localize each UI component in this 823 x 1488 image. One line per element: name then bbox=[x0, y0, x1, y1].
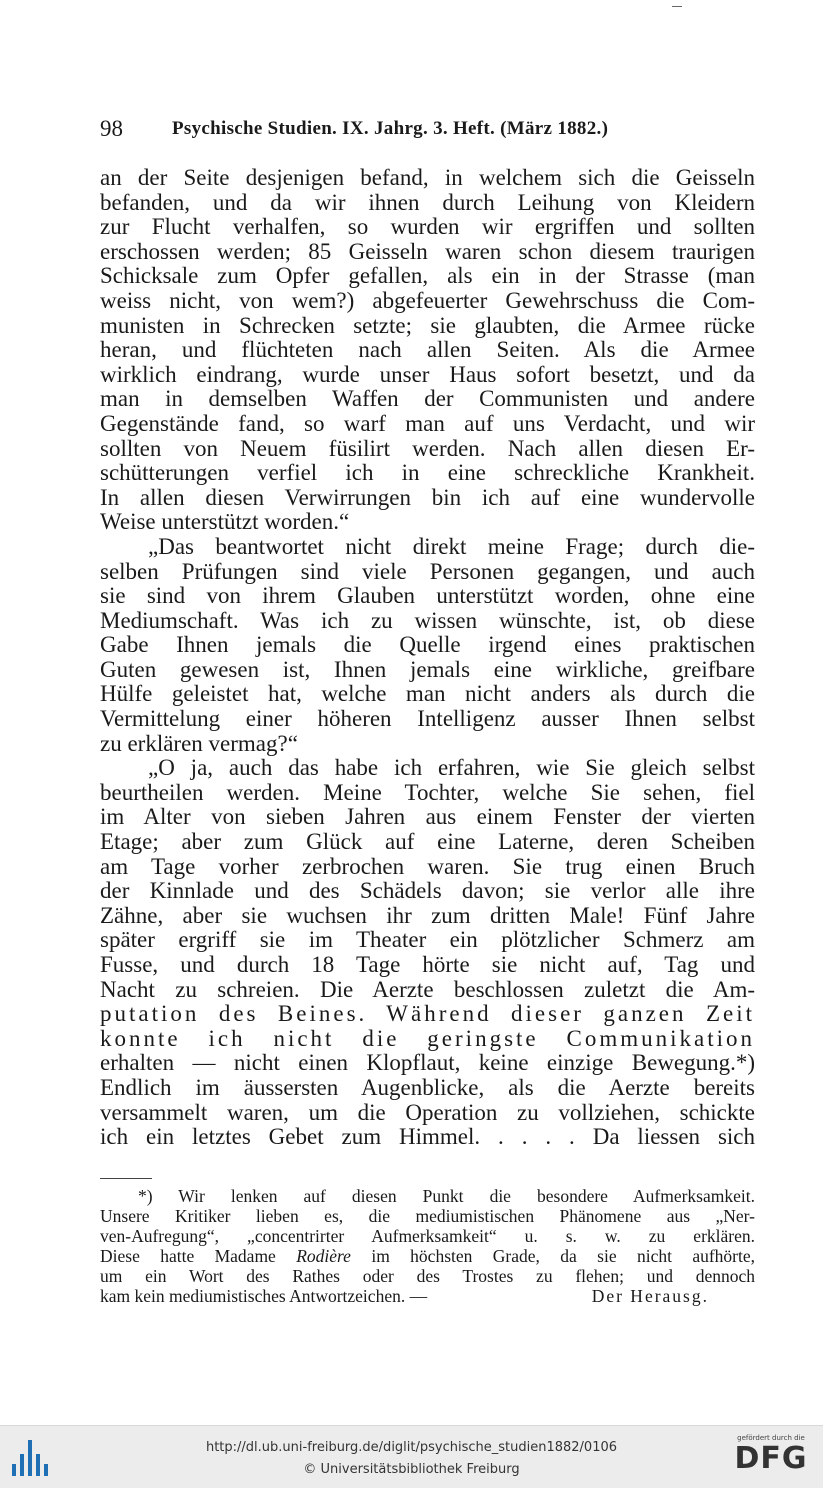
text-line: konnte ich nicht die geringste Communikation bbox=[100, 1026, 755, 1051]
footnote-text: Diese hatte Madame bbox=[100, 1246, 297, 1266]
footnote-text: kam kein mediumistisches Antwortzeichen. — bbox=[100, 1286, 428, 1306]
footnote bbox=[100, 1186, 755, 1306]
text-line: „O ja, auch das habe ich erfahren, wie Sie gleich selbst bbox=[148, 756, 755, 781]
text-line: zu erklären vermag?“ bbox=[100, 731, 298, 756]
text-line: In allen diesen Verwirrungen bin ich auf eine wundervolle bbox=[100, 485, 755, 510]
scan-mark bbox=[672, 6, 682, 7]
text-line: munisten in Schrecken setzte; sie glaubten, die Armee rücke bbox=[100, 313, 755, 338]
text-line: „Das beantwortet nicht direkt meine Frage; durch die- bbox=[148, 534, 755, 559]
text-line: sollten von Neuem füsilirt werden. Nach allen diesen Er- bbox=[100, 436, 755, 461]
page-header bbox=[100, 116, 760, 150]
text-line: selben Prüfungen sind viele Personen gegangen, und auch bbox=[100, 559, 755, 584]
running-head: Psychische Studien. IX. Jahrg. 3. Heft. (März 1882.) bbox=[172, 118, 609, 139]
footnote-text: im höchsten Grade, da sie nicht aufhörte, bbox=[350, 1246, 755, 1266]
text-line: Etage; aber zum Glück auf eine Laterne, deren Scheiben bbox=[100, 830, 755, 855]
dfg-logo[interactable] bbox=[726, 1434, 816, 1476]
text-line: Vermittelung einer höheren Intelligenz ausser Ihnen selbst bbox=[100, 707, 755, 732]
text-line: am Tage vorher zerbrochen waren. Sie trug einen Bruch bbox=[100, 854, 755, 879]
text-line: Hülfe geleistet hat, welche man nicht anders als durch die bbox=[100, 682, 755, 707]
footnote-signature: Der Herausg. bbox=[591, 1286, 709, 1306]
text-line: Zähne, aber sie wuchsen ihr zum dritten Male! Fünf Jahre bbox=[100, 903, 755, 928]
footnote-line: um ein Wort des Rathes oder des Trostes zu flehen; und dennoch bbox=[100, 1266, 755, 1286]
footnote-rule bbox=[100, 1178, 152, 1179]
footnote-name: Rodière bbox=[296, 1246, 351, 1266]
text-line: Guten gewesen ist, Ihnen jemals eine wirkliche, greifbare bbox=[100, 657, 755, 682]
text-line: Weise unterstützt worden.“ bbox=[100, 510, 350, 535]
text-line: Gegenstände fand, so warf man auf uns Verdacht, und wir bbox=[100, 411, 755, 436]
text-line: schütterungen verfiel ich in eine schreckliche Krankheit. bbox=[100, 461, 755, 486]
footnote-line: ven-Aufregung“, „concentrirter Aufmerksamkeit“ u. s. w. zu erklären. bbox=[100, 1226, 755, 1246]
text-line: im Alter von sieben Jahren aus einem Fenster der vierten bbox=[100, 805, 755, 830]
text-line: Endlich im äussersten Augenblicke, als die Aerzte bereits bbox=[100, 1075, 755, 1100]
text-line: wirklich eindrang, wurde unser Haus sofort besetzt, und da bbox=[100, 362, 755, 387]
footnote-line bbox=[100, 1286, 755, 1306]
body-text bbox=[100, 166, 755, 1150]
text-line: an der Seite desjenigen befand, in welchem sich die Geisseln bbox=[100, 166, 755, 190]
text-line: heran, und flüchteten nach allen Seiten. Als die Armee bbox=[100, 338, 755, 363]
text-line: putation des Beines. Während dieser ganzen Zeit bbox=[100, 1002, 755, 1027]
text-line: erschossen werden; 85 Geisseln waren schon diesem traurigen bbox=[100, 239, 755, 264]
text-line: versammelt waren, um die Operation zu vollziehen, schickte bbox=[100, 1100, 755, 1125]
viewer-footer bbox=[0, 1425, 823, 1488]
text-line: man in demselben Waffen der Communisten und andere bbox=[100, 387, 755, 412]
text-line: weiss nicht, von wem?) abgefeuerter Gewehrschuss die Com- bbox=[100, 288, 755, 313]
text-line: beurtheilen werden. Meine Tochter, welche Sie sehen, fiel bbox=[100, 780, 755, 805]
text-line: sie sind von ihrem Glauben unterstützt worden, ohne eine bbox=[100, 584, 755, 609]
footnote-line bbox=[100, 1246, 755, 1266]
dfg-wordmark: DFG bbox=[734, 1441, 808, 1476]
text-line: Gabe Ihnen jemals die Quelle irgend eines praktischen bbox=[100, 633, 755, 658]
text-line: der Kinnlade und des Schädels davon; sie verlor alle ihre bbox=[100, 879, 755, 904]
text-line: Schicksale zum Opfer gefallen, als ein in der Strasse (man bbox=[100, 264, 755, 289]
text-line: Mediumschaft. Was ich zu wissen wünschte, ist, ob diese bbox=[100, 608, 755, 633]
text-line: Nacht zu schreien. Die Aerzte beschlossen zuletzt die Am- bbox=[100, 977, 755, 1002]
text-line: ich ein letztes Gebet zum Himmel. . . . . Da liessen sich bbox=[100, 1125, 755, 1150]
footnote-line: Unsere Kritiker lieben es, die mediumistischen Phänomene aus „Ner- bbox=[100, 1206, 755, 1226]
text-line: später ergriff sie im Theater ein plötzlicher Schmerz am bbox=[100, 928, 755, 953]
text-line: zur Flucht verhalfen, so wurden wir ergriffen und sollten bbox=[100, 215, 755, 240]
footnote-line: *) Wir lenken auf diesen Punkt die besondere Aufmerksamkeit. bbox=[138, 1186, 755, 1206]
copyright-notice: © Universitätsbibliothek Freiburg bbox=[303, 1462, 520, 1477]
text-line: befanden, und da wir ihnen durch Leihung von Kleidern bbox=[100, 190, 755, 215]
dfg-caption: gefördert durch die bbox=[737, 1434, 805, 1442]
text-line: Fusse, und durch 18 Tage hörte sie nicht auf, Tag und bbox=[100, 953, 755, 977]
text-line: erhalten — nicht einen Klopflaut, keine einzige Bewegung.*) bbox=[100, 1051, 755, 1076]
permalink[interactable]: http://dl.ub.uni-freiburg.de/diglit/psychische_studien1882/0106 bbox=[205, 1440, 618, 1455]
page-number: 98 bbox=[100, 116, 123, 141]
